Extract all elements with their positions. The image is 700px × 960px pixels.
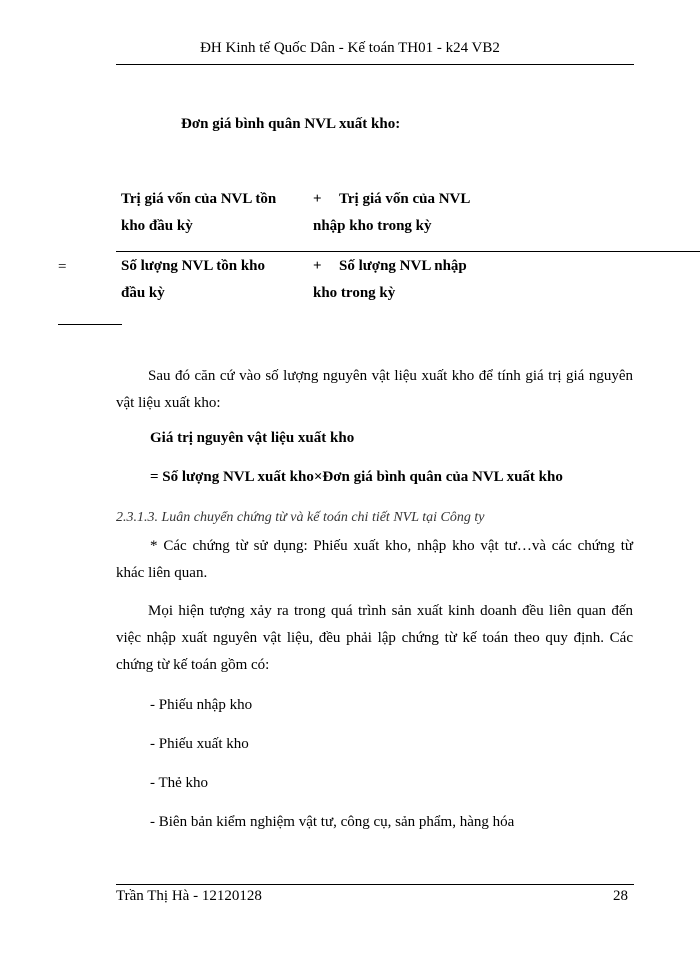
numerator-left-line2: kho đầu kỳ xyxy=(121,218,193,234)
list-item: - Phiếu nhập kho xyxy=(150,697,253,713)
section-heading: 2.3.1.3. Luân chuyển chứng từ và kế toán chi tiết NVL tại Công ty xyxy=(116,510,485,525)
formula-title: Đơn giá bình quân NVL xuất kho: xyxy=(181,116,401,132)
denominator-left-line2: đầu kỳ xyxy=(121,285,165,301)
short-rule xyxy=(58,324,122,325)
denominator-right-line1: Số lượng NVL nhập xyxy=(339,258,467,274)
footer-rule xyxy=(116,884,634,885)
paragraph-2: * Các chứng từ sử dụng: Phiếu xuất kho, nhập kho vật tư…và các chứng từ khác liên quan. xyxy=(116,538,633,581)
list-item: - Thẻ kho xyxy=(150,775,209,791)
list-item: - Biên bản kiểm nghiệm vật tư, công cụ, sản phẩm, hàng hóa xyxy=(150,814,515,830)
header-rule xyxy=(116,64,634,65)
fraction-bar xyxy=(116,251,700,252)
footer-author: Trần Thị Hà - 12120128 xyxy=(116,888,262,904)
paragraph-3: Mọi hiện tượng xảy ra trong quá trình sản xuất kinh doanh đều liên quan đến việc nhập xuất nguyên vật liệu, đều phải lập chứng từ kế toán theo quy định. Các chứng từ kế toán gồm có: xyxy=(116,603,633,673)
page-number: 28 xyxy=(613,888,628,904)
page-header-title: ĐH Kinh tế Quốc Dân - Kế toán TH01 - k24 VB2 xyxy=(200,40,500,56)
value-formula: = Số lượng NVL xuất kho×Đơn giá bình quân của NVL xuất kho xyxy=(150,469,563,485)
denominator-left-line1: Số lượng NVL tồn kho xyxy=(121,258,266,274)
paragraph-1: Sau đó căn cứ vào số lượng nguyên vật liệu xuất kho để tính giá trị giá nguyên vật liệu xuất kho: xyxy=(116,368,633,411)
list-item: - Phiếu xuất kho xyxy=(150,736,249,752)
numerator-plus: + xyxy=(313,191,322,207)
denominator-right-line2: kho trong kỳ xyxy=(313,285,396,301)
equals-sign: = xyxy=(58,259,67,275)
numerator-right-line2: nhập kho trong kỳ xyxy=(313,218,432,234)
numerator-right-line1: Trị giá vốn của NVL xyxy=(339,191,471,207)
numerator-left-line1: Trị giá vốn của NVL tồn xyxy=(121,191,277,207)
denominator-plus: + xyxy=(313,258,322,274)
value-title: Giá trị nguyên vật liệu xuất kho xyxy=(150,430,355,446)
